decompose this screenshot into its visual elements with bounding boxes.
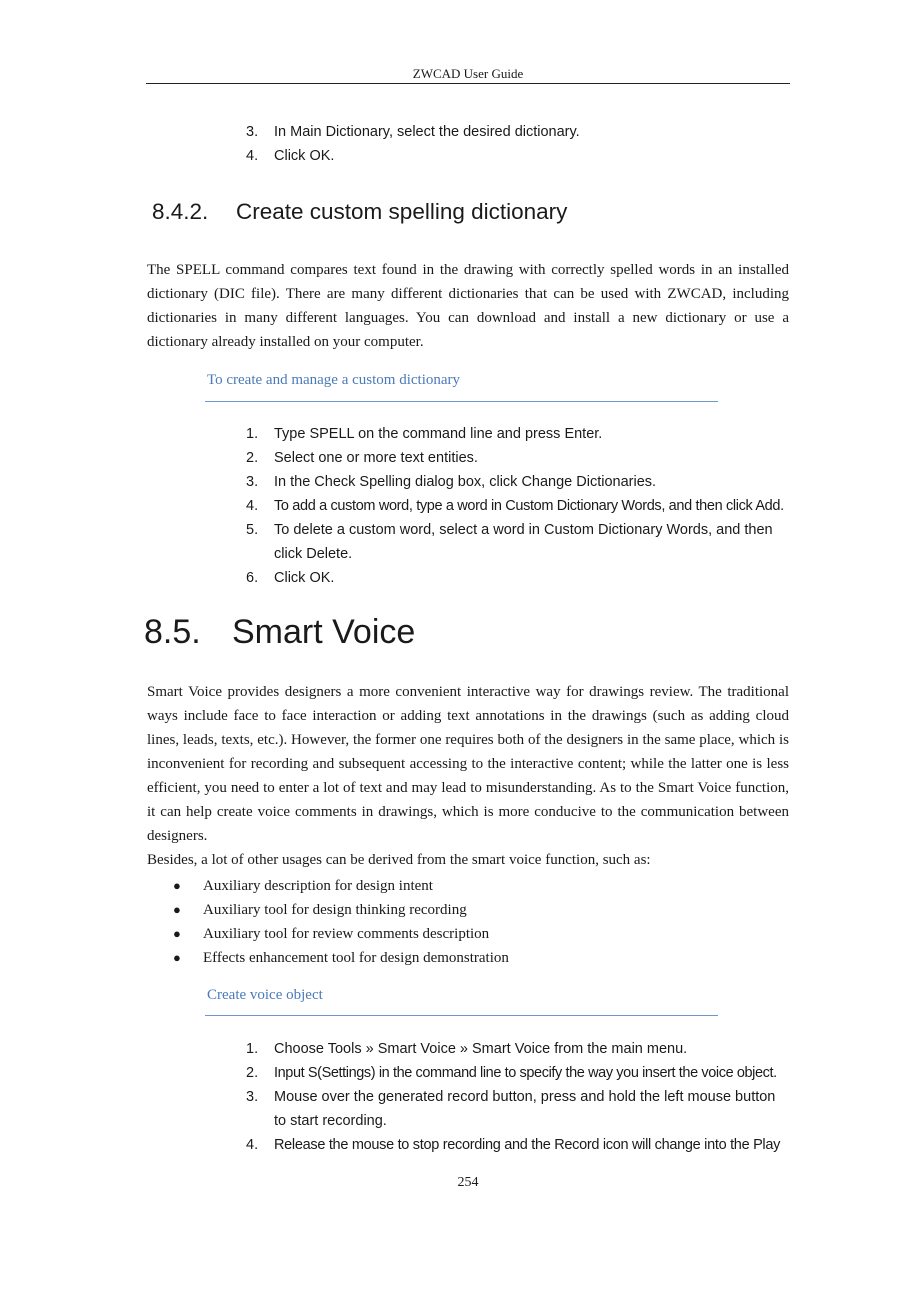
step-text: Click OK. [274,148,335,164]
procedure-rule [205,401,718,402]
step-text: To add a custom word, type a word in Custom Dictionary Words, and then click Add. [274,498,784,514]
voice-object-steps-list [246,1037,791,1157]
step-number: 3. [246,474,259,490]
section-title: Create custom spelling dictionary [236,199,568,224]
list-item [171,874,509,898]
step-text: Click OK. [274,570,335,586]
procedure-title: Create voice object [207,987,323,1003]
step-number: 4. [246,498,259,514]
usage-bullet-list [171,874,509,970]
page-header-title: ZWCAD User Guide [412,66,524,81]
section-number: 8.4.2. [152,199,209,224]
procedure-title: To create and manage a custom dictionary [207,372,461,388]
list-item [246,518,791,566]
list-item [246,446,791,470]
step-text: Input S(Settings) in the command line to specify the way you insert the voice object. [274,1065,777,1081]
step-number: 3. [246,124,259,140]
list-item [246,144,791,168]
procedure-rule [205,1015,718,1016]
section-heading-8-4-2 [152,199,567,225]
list-item [246,1133,791,1157]
list-item [246,494,791,518]
step-text: In the Check Spelling dialog box, click Change Dictionaries. [274,474,657,490]
besides-line: Besides, a lot of other usages can be derived from the smart voice function, such as: [147,852,651,868]
step-text: Release the mouse to stop recording and the Record icon will change into the Play [274,1137,781,1153]
smart-voice-paragraph: Smart Voice provides designers a more convenient interactive way for drawings review. The traditional ways include face to face interaction or adding text annotations in the drawings (such as adding cloud lines, leads, texts, etc.). However, the former one requires both of the designers in the same place, which is inconvenient for recording and subsequent accessing to the interactive content; while the latter one is less efficient, you need to enter a lot of text and may lead to misunderstanding. As to the Smart Voice function, it can help create voice comments in drawings, which is more conducive to the communication between designers. [147,684,789,844]
section-heading-8-5 [144,613,415,652]
section-title: Smart Voice [232,613,416,651]
step-text: Choose Tools » Smart Voice » Smart Voice from the main menu. [274,1041,688,1057]
step-text: Type SPELL on the command line and press Enter. [274,426,603,442]
step-text: In Main Dictionary, select the desired dictionary. [274,124,580,140]
header-rule [146,83,790,84]
step-number: 1. [246,426,259,442]
list-item [246,120,791,144]
spell-intro-paragraph: The SPELL command compares text found in the drawing with correctly spelled words in an installed dictionary (DIC file). There are many different dictionaries that can be used with ZWCAD, including dictionaries in many different languages. You can download and install a new dictionary or use a dictionary already installed on your computer. [147,262,789,350]
bullet-icon: ● [173,902,181,917]
bullet-icon: ● [173,878,181,893]
step-number: 5. [246,522,259,538]
list-item [246,1085,791,1133]
list-item [171,898,509,922]
list-item [246,1037,791,1061]
step-text: Select one or more text entities. [274,450,478,466]
bullet-icon: ● [173,926,181,941]
list-item [246,566,791,590]
bullet-text: Auxiliary tool for design thinking recording [203,902,467,918]
list-item [171,946,509,970]
step-number: 1. [246,1041,259,1057]
bullet-icon: ● [173,950,181,965]
step-text: Mouse over the generated record button, press and hold the left mouse button to start recording. [274,1089,776,1129]
bullet-text: Effects enhancement tool for design demonstration [203,950,509,966]
bullet-text: Auxiliary tool for review comments description [203,926,490,942]
step-number: 4. [246,148,259,164]
continued-steps-list [246,120,791,168]
section-number: 8.5. [144,613,201,651]
list-item [246,1061,791,1085]
step-number: 4. [246,1137,259,1153]
list-item [246,422,791,446]
step-number: 6. [246,570,259,586]
step-number: 2. [246,1065,259,1081]
page-number: 254 [457,1175,479,1190]
bullet-text: Auxiliary description for design intent [203,878,433,894]
step-number: 3. [246,1089,259,1105]
list-item [171,922,509,946]
custom-dictionary-steps-list [246,422,791,590]
step-text: To delete a custom word, select a word in Custom Dictionary Words, and then click Delete. [274,522,773,562]
step-number: 2. [246,450,259,466]
list-item [246,470,791,494]
